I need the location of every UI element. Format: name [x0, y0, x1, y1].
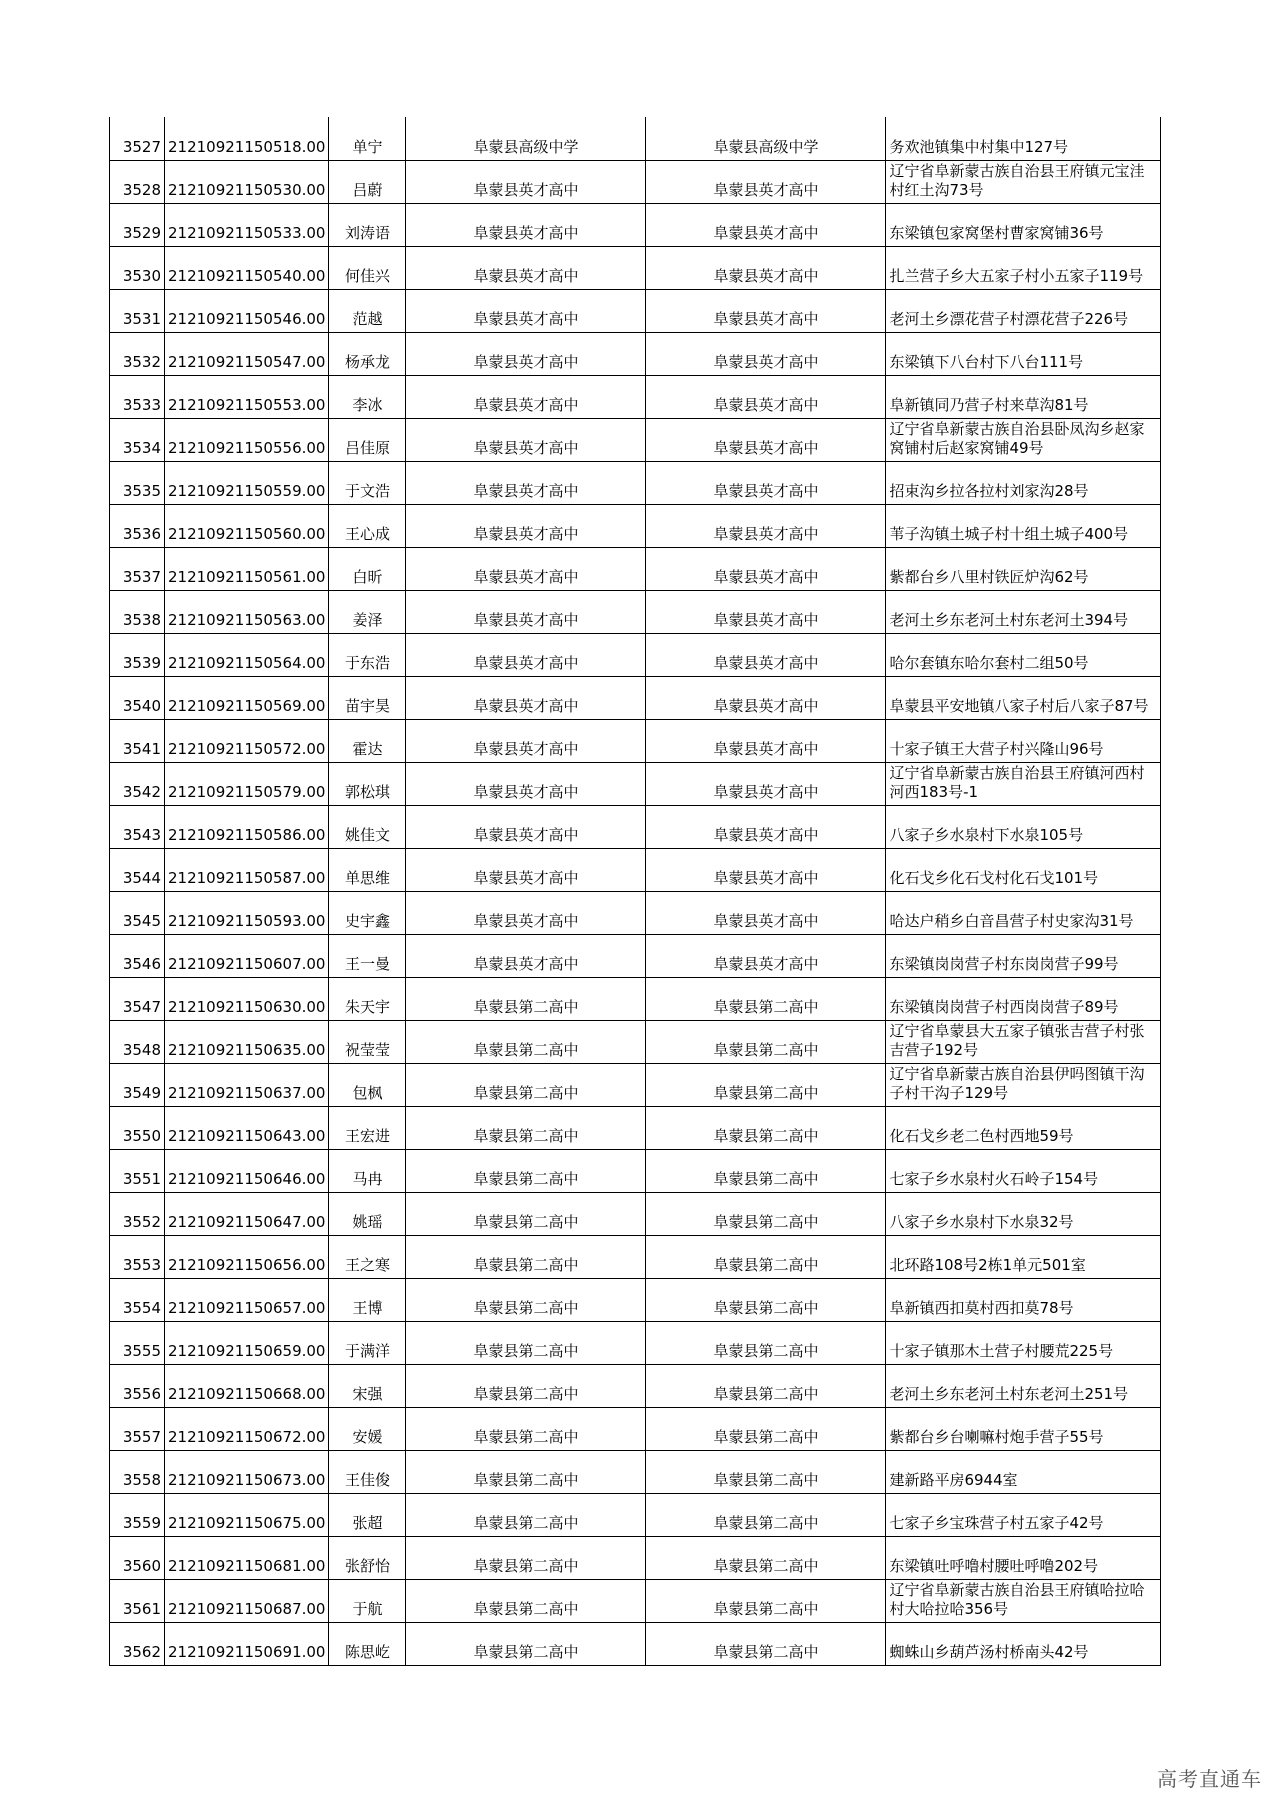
exam-id-cell: 21210921150643.00	[165, 1106, 329, 1149]
exam-id-cell: 21210921150646.00	[165, 1149, 329, 1192]
table-row	[110, 1364, 1161, 1407]
graduating-school-cell: 阜蒙县英才高中	[646, 719, 886, 762]
row-number-cell: 3539	[110, 633, 165, 676]
student-name-cell: 单思维	[329, 848, 406, 891]
address-cell: 阜新镇同乃营子村来草沟81号	[886, 375, 1161, 418]
graduating-school-cell: 阜蒙县第二高中	[646, 1407, 886, 1450]
row-number-cell: 3555	[110, 1321, 165, 1364]
graduating-school-cell: 阜蒙县第二高中	[646, 1235, 886, 1278]
roster-body	[110, 117, 1161, 1665]
table-row	[110, 1106, 1161, 1149]
table-row	[110, 375, 1161, 418]
school-cell: 阜蒙县英才高中	[406, 762, 646, 805]
school-cell: 阜蒙县英才高中	[406, 805, 646, 848]
table-row	[110, 1192, 1161, 1235]
table-row	[110, 1063, 1161, 1106]
student-name-cell: 王心成	[329, 504, 406, 547]
address-cell: 北环路108号2栋1单元501室	[886, 1235, 1161, 1278]
address-cell: 辽宁省阜新蒙古族自治县王府镇元宝洼村红土沟73号	[886, 160, 1161, 203]
exam-id-cell: 21210921150630.00	[165, 977, 329, 1020]
table-row	[110, 1407, 1161, 1450]
school-cell: 阜蒙县第二高中	[406, 1579, 646, 1622]
exam-id-cell: 21210921150587.00	[165, 848, 329, 891]
student-name-cell: 王宏进	[329, 1106, 406, 1149]
graduating-school-cell: 阜蒙县英才高中	[646, 246, 886, 289]
graduating-school-cell: 阜蒙县英才高中	[646, 848, 886, 891]
address-cell: 哈达户稍乡白音昌营子村史家沟31号	[886, 891, 1161, 934]
graduating-school-cell: 阜蒙县英才高中	[646, 332, 886, 375]
row-number-cell: 3552	[110, 1192, 165, 1235]
student-name-cell: 王博	[329, 1278, 406, 1321]
address-cell: 招束沟乡拉各拉村刘家沟28号	[886, 461, 1161, 504]
student-name-cell: 于东浩	[329, 633, 406, 676]
exam-id-cell: 21210921150553.00	[165, 375, 329, 418]
table-row	[110, 590, 1161, 633]
exam-id-cell: 21210921150569.00	[165, 676, 329, 719]
row-number-cell: 3550	[110, 1106, 165, 1149]
address-cell: 辽宁省阜蒙县大五家子镇张吉营子村张吉营子192号	[886, 1020, 1161, 1063]
table-row	[110, 934, 1161, 977]
school-cell: 阜蒙县第二高中	[406, 1020, 646, 1063]
exam-id-cell: 21210921150560.00	[165, 504, 329, 547]
school-cell: 阜蒙县英才高中	[406, 375, 646, 418]
row-number-cell: 3527	[110, 117, 165, 160]
address-cell: 辽宁省阜新蒙古族自治县卧凤沟乡赵家窝铺村后赵家窝铺49号	[886, 418, 1161, 461]
school-cell: 阜蒙县英才高中	[406, 504, 646, 547]
school-cell: 阜蒙县第二高中	[406, 1622, 646, 1665]
table-row	[110, 848, 1161, 891]
address-cell: 辽宁省阜新蒙古族自治县王府镇哈拉哈村大哈拉哈356号	[886, 1579, 1161, 1622]
row-number-cell: 3561	[110, 1579, 165, 1622]
student-name-cell: 于航	[329, 1579, 406, 1622]
table-row	[110, 1450, 1161, 1493]
school-cell: 阜蒙县英才高中	[406, 461, 646, 504]
table-row	[110, 1622, 1161, 1665]
exam-id-cell: 21210921150530.00	[165, 160, 329, 203]
row-number-cell: 3536	[110, 504, 165, 547]
student-name-cell: 祝莹莹	[329, 1020, 406, 1063]
student-name-cell: 朱天宇	[329, 977, 406, 1020]
school-cell: 阜蒙县第二高中	[406, 1321, 646, 1364]
row-number-cell: 3540	[110, 676, 165, 719]
school-cell: 阜蒙县第二高中	[406, 1149, 646, 1192]
student-name-cell: 吕佳原	[329, 418, 406, 461]
exam-id-cell: 21210921150681.00	[165, 1536, 329, 1579]
row-number-cell: 3531	[110, 289, 165, 332]
school-cell: 阜蒙县第二高中	[406, 1235, 646, 1278]
address-cell: 化石戈乡化石戈村化石戈101号	[886, 848, 1161, 891]
graduating-school-cell: 阜蒙县第二高中	[646, 1579, 886, 1622]
exam-id-cell: 21210921150547.00	[165, 332, 329, 375]
student-name-cell: 姚佳文	[329, 805, 406, 848]
graduating-school-cell: 阜蒙县第二高中	[646, 1493, 886, 1536]
school-cell: 阜蒙县英才高中	[406, 418, 646, 461]
exam-id-cell: 21210921150533.00	[165, 203, 329, 246]
student-name-cell: 张舒怡	[329, 1536, 406, 1579]
exam-id-cell: 21210921150691.00	[165, 1622, 329, 1665]
table-row	[110, 1278, 1161, 1321]
graduating-school-cell: 阜蒙县第二高中	[646, 1192, 886, 1235]
student-name-cell: 姚瑶	[329, 1192, 406, 1235]
exam-id-cell: 21210921150637.00	[165, 1063, 329, 1106]
graduating-school-cell: 阜蒙县英才高中	[646, 805, 886, 848]
school-cell: 阜蒙县英才高中	[406, 203, 646, 246]
table-row	[110, 418, 1161, 461]
address-cell: 蜘蛛山乡葫芦汤村桥南头42号	[886, 1622, 1161, 1665]
table-row	[110, 289, 1161, 332]
exam-id-cell: 21210921150572.00	[165, 719, 329, 762]
exam-id-cell: 21210921150673.00	[165, 1450, 329, 1493]
row-number-cell: 3554	[110, 1278, 165, 1321]
student-name-cell: 杨承龙	[329, 332, 406, 375]
table-row	[110, 1149, 1161, 1192]
exam-id-cell: 21210921150518.00	[165, 117, 329, 160]
graduating-school-cell: 阜蒙县第二高中	[646, 1149, 886, 1192]
table-row	[110, 1321, 1161, 1364]
student-name-cell: 王佳俊	[329, 1450, 406, 1493]
address-cell: 东梁镇下八台村下八台111号	[886, 332, 1161, 375]
table-row	[110, 719, 1161, 762]
exam-id-cell: 21210921150556.00	[165, 418, 329, 461]
row-number-cell: 3543	[110, 805, 165, 848]
table-row	[110, 461, 1161, 504]
student-name-cell: 包枫	[329, 1063, 406, 1106]
graduating-school-cell: 阜蒙县第二高中	[646, 1106, 886, 1149]
address-cell: 建新路平房6944室	[886, 1450, 1161, 1493]
graduating-school-cell: 阜蒙县第二高中	[646, 977, 886, 1020]
address-cell: 苇子沟镇土城子村十组土城子400号	[886, 504, 1161, 547]
exam-id-cell: 21210921150687.00	[165, 1579, 329, 1622]
address-cell: 东梁镇岗岗营子村东岗岗营子99号	[886, 934, 1161, 977]
student-name-cell: 范越	[329, 289, 406, 332]
school-cell: 阜蒙县第二高中	[406, 1063, 646, 1106]
address-cell: 十家子镇那木土营子村腰荒225号	[886, 1321, 1161, 1364]
graduating-school-cell: 阜蒙县第二高中	[646, 1278, 886, 1321]
school-cell: 阜蒙县英才高中	[406, 332, 646, 375]
student-name-cell: 安媛	[329, 1407, 406, 1450]
school-cell: 阜蒙县第二高中	[406, 1536, 646, 1579]
table-row	[110, 160, 1161, 203]
student-name-cell: 于文浩	[329, 461, 406, 504]
school-cell: 阜蒙县第二高中	[406, 1192, 646, 1235]
row-number-cell: 3553	[110, 1235, 165, 1278]
exam-id-cell: 21210921150593.00	[165, 891, 329, 934]
exam-id-cell: 21210921150564.00	[165, 633, 329, 676]
graduating-school-cell: 阜蒙县高级中学	[646, 117, 886, 160]
address-cell: 阜新镇西扣莫村西扣莫78号	[886, 1278, 1161, 1321]
graduating-school-cell: 阜蒙县英才高中	[646, 934, 886, 977]
row-number-cell: 3538	[110, 590, 165, 633]
exam-id-cell: 21210921150561.00	[165, 547, 329, 590]
student-name-cell: 单宁	[329, 117, 406, 160]
graduating-school-cell: 阜蒙县英才高中	[646, 160, 886, 203]
table-row	[110, 1493, 1161, 1536]
graduating-school-cell: 阜蒙县第二高中	[646, 1321, 886, 1364]
table-row	[110, 246, 1161, 289]
student-name-cell: 苗宇昊	[329, 676, 406, 719]
student-name-cell: 刘涛语	[329, 203, 406, 246]
row-number-cell: 3544	[110, 848, 165, 891]
student-name-cell: 李冰	[329, 375, 406, 418]
school-cell: 阜蒙县第二高中	[406, 1450, 646, 1493]
row-number-cell: 3560	[110, 1536, 165, 1579]
student-name-cell: 吕蔚	[329, 160, 406, 203]
table-row	[110, 1235, 1161, 1278]
school-cell: 阜蒙县英才高中	[406, 160, 646, 203]
row-number-cell: 3530	[110, 246, 165, 289]
school-cell: 阜蒙县第二高中	[406, 1106, 646, 1149]
exam-id-cell: 21210921150579.00	[165, 762, 329, 805]
address-cell: 阜蒙县平安地镇八家子村后八家子87号	[886, 676, 1161, 719]
table-row	[110, 547, 1161, 590]
table-row	[110, 504, 1161, 547]
graduating-school-cell: 阜蒙县英才高中	[646, 375, 886, 418]
school-cell: 阜蒙县英才高中	[406, 676, 646, 719]
graduating-school-cell: 阜蒙县英才高中	[646, 762, 886, 805]
row-number-cell: 3529	[110, 203, 165, 246]
row-number-cell: 3546	[110, 934, 165, 977]
student-name-cell: 姜泽	[329, 590, 406, 633]
address-cell: 辽宁省阜新蒙古族自治县王府镇河西村河西183号-1	[886, 762, 1161, 805]
school-cell: 阜蒙县第二高中	[406, 1278, 646, 1321]
exam-id-cell: 21210921150656.00	[165, 1235, 329, 1278]
school-cell: 阜蒙县英才高中	[406, 633, 646, 676]
school-cell: 阜蒙县第二高中	[406, 1493, 646, 1536]
school-cell: 阜蒙县英才高中	[406, 246, 646, 289]
school-cell: 阜蒙县英才高中	[406, 590, 646, 633]
table-row	[110, 1536, 1161, 1579]
graduating-school-cell: 阜蒙县英才高中	[646, 676, 886, 719]
row-number-cell: 3547	[110, 977, 165, 1020]
graduating-school-cell: 阜蒙县英才高中	[646, 891, 886, 934]
school-cell: 阜蒙县英才高中	[406, 934, 646, 977]
row-number-cell: 3537	[110, 547, 165, 590]
address-cell: 东梁镇吐呼噜村腰吐呼噜202号	[886, 1536, 1161, 1579]
table-row	[110, 203, 1161, 246]
address-cell: 七家子乡宝珠营子村五家子42号	[886, 1493, 1161, 1536]
school-cell: 阜蒙县第二高中	[406, 977, 646, 1020]
graduating-school-cell: 阜蒙县英才高中	[646, 203, 886, 246]
table-row	[110, 762, 1161, 805]
student-name-cell: 张超	[329, 1493, 406, 1536]
address-cell: 老河土乡漂花营子村漂花营子226号	[886, 289, 1161, 332]
student-name-cell: 白昕	[329, 547, 406, 590]
exam-id-cell: 21210921150668.00	[165, 1364, 329, 1407]
row-number-cell: 3559	[110, 1493, 165, 1536]
row-number-cell: 3541	[110, 719, 165, 762]
row-number-cell: 3542	[110, 762, 165, 805]
row-number-cell: 3534	[110, 418, 165, 461]
address-cell: 老河土乡东老河土村东老河土251号	[886, 1364, 1161, 1407]
address-cell: 东梁镇包家窝堡村曹家窝铺36号	[886, 203, 1161, 246]
row-number-cell: 3558	[110, 1450, 165, 1493]
address-cell: 东梁镇岗岗营子村西岗岗营子89号	[886, 977, 1161, 1020]
address-cell: 十家子镇王大营子村兴隆山96号	[886, 719, 1161, 762]
row-number-cell: 3549	[110, 1063, 165, 1106]
school-cell: 阜蒙县英才高中	[406, 891, 646, 934]
table-row	[110, 1579, 1161, 1622]
student-name-cell: 史宇鑫	[329, 891, 406, 934]
graduating-school-cell: 阜蒙县英才高中	[646, 547, 886, 590]
graduating-school-cell: 阜蒙县第二高中	[646, 1364, 886, 1407]
exam-id-cell: 21210921150563.00	[165, 590, 329, 633]
row-number-cell: 3528	[110, 160, 165, 203]
roster-table	[109, 117, 1161, 1666]
student-name-cell: 马冉	[329, 1149, 406, 1192]
table-row	[110, 332, 1161, 375]
graduating-school-cell: 阜蒙县英才高中	[646, 289, 886, 332]
address-cell: 务欢池镇集中村集中127号	[886, 117, 1161, 160]
graduating-school-cell: 阜蒙县英才高中	[646, 461, 886, 504]
student-name-cell: 王一曼	[329, 934, 406, 977]
address-cell: 七家子乡水泉村火石岭子154号	[886, 1149, 1161, 1192]
exam-id-cell: 21210921150540.00	[165, 246, 329, 289]
graduating-school-cell: 阜蒙县第二高中	[646, 1450, 886, 1493]
graduating-school-cell: 阜蒙县英才高中	[646, 590, 886, 633]
exam-id-cell: 21210921150546.00	[165, 289, 329, 332]
exam-id-cell: 21210921150607.00	[165, 934, 329, 977]
student-name-cell: 何佳兴	[329, 246, 406, 289]
address-cell: 八家子乡水泉村下水泉105号	[886, 805, 1161, 848]
graduating-school-cell: 阜蒙县第二高中	[646, 1622, 886, 1665]
exam-id-cell: 21210921150559.00	[165, 461, 329, 504]
student-name-cell: 宋强	[329, 1364, 406, 1407]
student-name-cell: 陈思屹	[329, 1622, 406, 1665]
student-name-cell: 霍达	[329, 719, 406, 762]
graduating-school-cell: 阜蒙县第二高中	[646, 1536, 886, 1579]
table-row	[110, 805, 1161, 848]
graduating-school-cell: 阜蒙县英才高中	[646, 418, 886, 461]
row-number-cell: 3562	[110, 1622, 165, 1665]
school-cell: 阜蒙县第二高中	[406, 1407, 646, 1450]
school-cell: 阜蒙县英才高中	[406, 719, 646, 762]
student-name-cell: 王之寒	[329, 1235, 406, 1278]
graduating-school-cell: 阜蒙县英才高中	[646, 633, 886, 676]
school-cell: 阜蒙县英才高中	[406, 289, 646, 332]
row-number-cell: 3556	[110, 1364, 165, 1407]
row-number-cell: 3532	[110, 332, 165, 375]
row-number-cell: 3548	[110, 1020, 165, 1063]
graduating-school-cell: 阜蒙县英才高中	[646, 504, 886, 547]
table-row	[110, 1020, 1161, 1063]
address-cell: 化石戈乡老二色村西地59号	[886, 1106, 1161, 1149]
watermark-text: 高考直通车	[1157, 1767, 1262, 1791]
address-cell: 紫都台乡八里村铁匠炉沟62号	[886, 547, 1161, 590]
exam-id-cell: 21210921150672.00	[165, 1407, 329, 1450]
table-row	[110, 977, 1161, 1020]
exam-id-cell: 21210921150586.00	[165, 805, 329, 848]
address-cell: 老河土乡东老河土村东老河土394号	[886, 590, 1161, 633]
address-cell: 辽宁省阜新蒙古族自治县伊吗图镇干沟子村干沟子129号	[886, 1063, 1161, 1106]
school-cell: 阜蒙县英才高中	[406, 547, 646, 590]
address-cell: 紫都台乡台喇嘛村炮手营子55号	[886, 1407, 1161, 1450]
exam-id-cell: 21210921150675.00	[165, 1493, 329, 1536]
graduating-school-cell: 阜蒙县第二高中	[646, 1020, 886, 1063]
graduating-school-cell: 阜蒙县第二高中	[646, 1063, 886, 1106]
row-number-cell: 3533	[110, 375, 165, 418]
row-number-cell: 3545	[110, 891, 165, 934]
exam-id-cell: 21210921150635.00	[165, 1020, 329, 1063]
school-cell: 阜蒙县第二高中	[406, 1364, 646, 1407]
table-row	[110, 117, 1161, 160]
address-cell: 八家子乡水泉村下水泉32号	[886, 1192, 1161, 1235]
student-name-cell: 于满洋	[329, 1321, 406, 1364]
address-cell: 扎兰营子乡大五家子村小五家子119号	[886, 246, 1161, 289]
exam-id-cell: 21210921150659.00	[165, 1321, 329, 1364]
row-number-cell: 3535	[110, 461, 165, 504]
table-row	[110, 633, 1161, 676]
address-cell: 哈尔套镇东哈尔套村二组50号	[886, 633, 1161, 676]
table-row	[110, 676, 1161, 719]
school-cell: 阜蒙县高级中学	[406, 117, 646, 160]
table-row	[110, 891, 1161, 934]
row-number-cell: 3551	[110, 1149, 165, 1192]
row-number-cell: 3557	[110, 1407, 165, 1450]
exam-id-cell: 21210921150657.00	[165, 1278, 329, 1321]
school-cell: 阜蒙县英才高中	[406, 848, 646, 891]
student-name-cell: 郭松琪	[329, 762, 406, 805]
exam-id-cell: 21210921150647.00	[165, 1192, 329, 1235]
